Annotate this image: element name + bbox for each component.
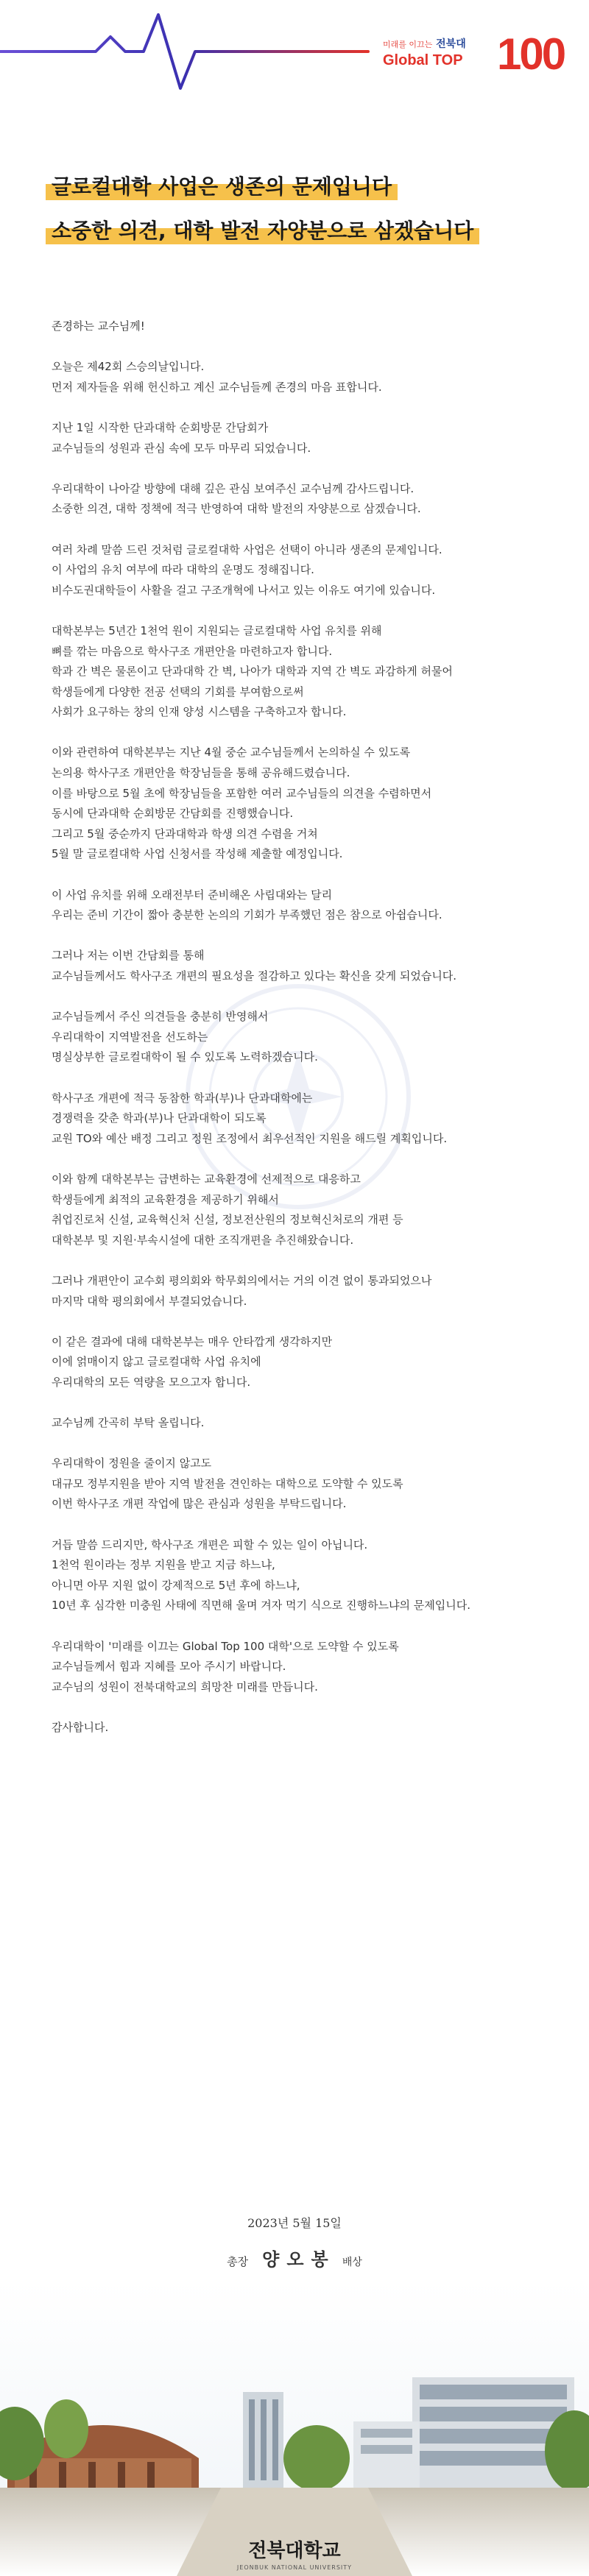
- letter-paragraph: [52, 1332, 552, 1393]
- letter-line: 학생들에게 다양한 전공 선택의 기회를 부여함으로써: [52, 684, 304, 698]
- letter-line: 이와 함께 대학본부는 급변하는 교육환경에 선제적으로 대응하고: [52, 1172, 361, 1186]
- letter-body: [52, 316, 552, 1758]
- letter-paragraph: [52, 1271, 552, 1312]
- letter-line: 교수님께 간곡히 부탁 올립니다.: [52, 1416, 205, 1430]
- letter-paragraph: [52, 1170, 552, 1250]
- letter-line: 뼈를 깎는 마음으로 학사구조 개편안을 마련하고자 합니다.: [52, 644, 333, 658]
- letter-line: 이 사업의 유치 여부에 따라 대학의 운명도 정해집니다.: [52, 563, 314, 577]
- letter-line: 사회가 요구하는 창의 인재 양성 시스템을 구축하고자 합니다.: [52, 705, 347, 719]
- letter-line: 마지막 대학 평의회에서 부결되었습니다.: [52, 1294, 247, 1308]
- letter-paragraph: [52, 1413, 552, 1434]
- letter-paragraph: [52, 1007, 552, 1068]
- letter-line: 5월 말 글로컬대학 사업 신청서를 작성해 제출할 예정입니다.: [52, 847, 343, 861]
- letter-line: 아니면 아무 지원 없이 강제적으로 5년 후에 하느냐,: [52, 1578, 300, 1592]
- logo-global-top: Global TOP: [383, 52, 463, 68]
- letter-paragraph: [52, 946, 552, 986]
- footer-university-name: 전북대학교: [248, 2540, 341, 2562]
- letter-paragraph: [52, 1535, 552, 1616]
- letter-paragraph: [52, 885, 552, 926]
- letter-line: 여러 차례 말씀 드린 것처럼 글로컬대학 사업은 선택이 아니라 생존의 문제입니다.: [52, 542, 442, 556]
- letter-paragraph: [52, 743, 552, 865]
- letter-paragraph: [52, 418, 552, 459]
- letter-line: 우리대학이 지역발전을 선도하는: [52, 1030, 208, 1044]
- letter-line: 교수님들께서 주신 의견들을 충분히 반영해서: [52, 1010, 269, 1024]
- footer-university-name-en: JEONBUK NATIONAL UNIVERSITY: [236, 2564, 353, 2571]
- letter-line: 존경하는 교수님께!: [52, 319, 145, 333]
- letter-line: 대학본부 및 지원·부속시설에 대한 조직개편을 추진해왔습니다.: [52, 1233, 354, 1247]
- signature-role: 총장: [227, 2255, 249, 2268]
- letter-line: 거듭 말씀 드리지만, 학사구조 개편은 피할 수 있는 일이 아닙니다.: [52, 1538, 368, 1551]
- letter-paragraph: [52, 1718, 552, 1738]
- letter-line: 그러나 개편안이 교수회 평의회와 학무회의에서는 거의 이견 없이 통과되었으나: [52, 1273, 432, 1287]
- letter-line: 경쟁력을 갖춘 학과(부)나 단과대학이 되도록: [52, 1111, 267, 1125]
- letter-line: 먼저 제자들을 위해 헌신하고 계신 교수님들께 존경의 마음 표합니다.: [52, 380, 382, 394]
- letter-paragraph: [52, 1089, 552, 1150]
- letter-line: 동시에 단과대학 순회방문 간담회를 진행했습니다.: [52, 807, 294, 821]
- letter-paragraph: [52, 1454, 552, 1515]
- letter-paragraph: [52, 621, 552, 723]
- letter-line: 감사합니다.: [52, 1720, 109, 1734]
- letter-line: 명실상부한 글로컬대학이 될 수 있도록 노력하겠습니다.: [52, 1050, 318, 1064]
- global-top-100-logo: [383, 29, 567, 79]
- letter-date: 2023년 5월 15일: [247, 2216, 342, 2230]
- letter-line: 지난 1일 시작한 단과대학 순회방문 간담회가: [52, 420, 269, 434]
- signature-name: 양오봉: [262, 2248, 336, 2270]
- campus-buildings-image: [0, 2282, 589, 2576]
- letter-paragraph: [52, 1637, 552, 1698]
- title-line-1: 글로컬대학 사업은 생존의 문제입니다: [46, 172, 398, 202]
- letter-line: 교수님들께서도 학사구조 개편의 필요성을 절감하고 있다는 확신을 갖게 되었습니다.: [52, 969, 457, 983]
- letter-line: 이번 학사구조 개편 작업에 많은 관심과 성원을 부탁드립니다.: [52, 1497, 347, 1511]
- letter-line: 교수님들의 성원과 관심 속에 모두 마무리 되었습니다.: [52, 441, 311, 455]
- letter-line: 교수님들께서 힘과 지혜를 모아 주시기 바랍니다.: [52, 1660, 286, 1674]
- letter-line: 우리대학이 정원을 줄이지 않고도: [52, 1457, 212, 1471]
- letter-line: 학사구조 개편에 적극 동참한 학과(부)나 단과대학에는: [52, 1091, 313, 1105]
- logo-tagline-university: 전북대: [436, 38, 466, 50]
- campus-illustration: [0, 2282, 589, 2576]
- letter-paragraph: [52, 316, 552, 337]
- logo-tagline: [383, 36, 466, 51]
- header: [0, 0, 589, 103]
- letter-line: 학과 간 벽은 물론이고 단과대학 간 벽, 나아가 대학과 지역 간 벽도 과감하게 허물어: [52, 665, 453, 679]
- letter-line: 우리대학이 '미래를 이끄는 Global Top 100 대학'으로 도약할 수 있도록: [52, 1639, 399, 1653]
- letter-line: 이 같은 결과에 대해 대학본부는 매우 안타깝게 생각하지만: [52, 1334, 333, 1348]
- university-footer-logo: [0, 2536, 589, 2571]
- signature-line: [0, 2245, 589, 2271]
- letter-line: 논의용 학사구조 개편안을 학장님들을 통해 공유해드렸습니다.: [52, 766, 350, 780]
- letter-line: 이 사업 유치를 위해 오래전부터 준비해온 사립대와는 달리: [52, 888, 333, 902]
- letter-line: 이를 바탕으로 5월 초에 학장님들을 포함한 여러 교수님들의 의견을 수렴하면서: [52, 786, 432, 800]
- letter-line: 교수님의 성원이 전북대학교의 희망찬 미래를 만듭니다.: [52, 1680, 318, 1694]
- letter-paragraph: [52, 540, 552, 601]
- letter-line: 오늘은 제42회 스승의날입니다.: [52, 360, 205, 374]
- letter-paragraph: [52, 479, 552, 520]
- letter-line: 취업진로처 신설, 교육혁신처 신설, 정보전산원의 정보혁신처로의 개편 등: [52, 1213, 403, 1227]
- signature-salute: 배상: [342, 2257, 362, 2268]
- letter-line: 1천억 원이라는 정부 지원을 받고 지금 하느냐,: [52, 1558, 275, 1572]
- letter-line: 대규모 정부지원을 받아 지역 발전을 견인하는 대학으로 도약할 수 있도록: [52, 1476, 403, 1490]
- letter-line: 우리대학의 모든 역량을 모으고자 합니다.: [52, 1375, 251, 1389]
- logo-tagline-prefix: 미래를 이끄는: [383, 40, 433, 49]
- letter-line: 우리대학이 나아갈 방향에 대해 깊은 관심 보여주신 교수님께 감사드립니다.: [52, 481, 415, 495]
- title-line-2: 소중한 의견, 대학 발전 자양분으로 삼겠습니다: [46, 216, 479, 246]
- letter-paragraph: [52, 357, 552, 397]
- letter-line: 10년 후 심각한 미충원 사태에 직면해 울며 겨자 먹기 식으로 진행하느냐의 문제입니다.: [52, 1599, 470, 1613]
- letter-line: 그리고 5월 중순까지 단과대학과 학생 의견 수렴을 거쳐: [52, 827, 318, 841]
- letter-line: 우리는 준비 기간이 짧아 충분한 논의의 기회가 부족했던 점은 참으로 아쉽습니다.: [52, 908, 442, 922]
- logo-hundred: 100: [497, 29, 565, 79]
- letter-line: 이와 관련하여 대학본부는 지난 4월 중순 교수님들께서 논의하실 수 있도록: [52, 746, 411, 760]
- letter-line: 교원 TO와 예산 배정 그리고 정원 조정에서 최우선적인 지원을 해드릴 계획입니다.: [52, 1131, 448, 1145]
- letter-line: 비수도권대학들이 사활을 걸고 구조개혁에 나서고 있는 이유도 여기에 있습니다.: [52, 583, 436, 597]
- letter-line: 소중한 의견, 대학 정책에 적극 반영하여 대학 발전의 자양분으로 삼겠습니다.: [52, 502, 421, 516]
- letter-line: 학생들에게 최적의 교육환경을 제공하기 위해서: [52, 1192, 279, 1206]
- letter-line: 대학본부는 5년간 1천억 원이 지원되는 글로컬대학 사업 유치를 위해: [52, 623, 382, 637]
- letter-line: 이에 얽매이지 않고 글로컬대학 사업 유치에: [52, 1355, 261, 1369]
- letter-line: 그러나 저는 이번 간담회를 통해: [52, 949, 205, 963]
